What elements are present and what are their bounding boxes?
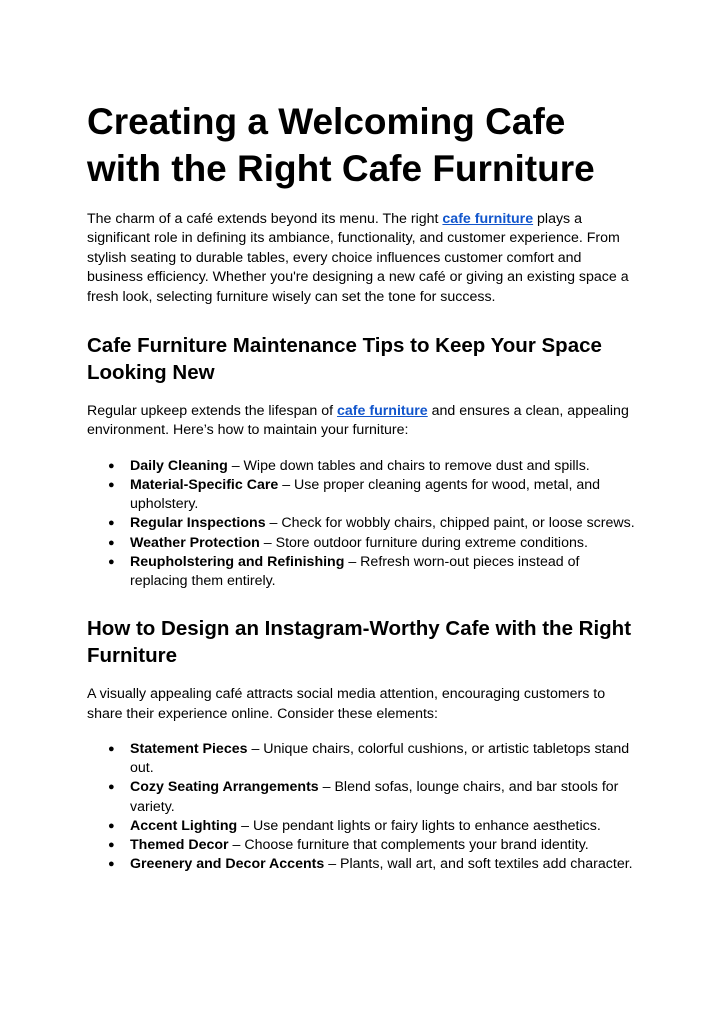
list-item-title: Accent Lighting xyxy=(130,817,238,834)
list-item-text: – Refresh worn-out pieces instead of replacing them entirely. xyxy=(130,553,580,590)
maintenance-intro-before-link: Regular upkeep extends the lifespan of xyxy=(87,403,338,420)
cafe-furniture-link-intro[interactable]: cafe furniture xyxy=(442,211,534,227)
list-item-text: – Use pendant lights or fairy lights to enhance aesthetics. xyxy=(237,817,601,834)
bullet-icon: ● xyxy=(108,517,115,530)
list-item-title: Regular Inspections xyxy=(130,515,266,532)
list-item xyxy=(87,534,637,553)
maintenance-tips-list xyxy=(87,457,637,591)
bullet-icon: ● xyxy=(108,781,115,794)
document-page xyxy=(87,98,637,875)
bullet-icon: ● xyxy=(108,459,115,472)
title-line-1: Creating a Welcoming Cafe xyxy=(87,101,566,142)
bullet-icon: ● xyxy=(108,839,115,852)
list-item-title: Themed Decor xyxy=(130,837,229,854)
bullet-icon: ● xyxy=(108,858,115,871)
bullet-icon: ● xyxy=(108,743,115,756)
list-item-title: Cozy Seating Arrangements xyxy=(130,779,319,796)
section-heading-instagram: How to Design an Instagram-Worthy Cafe with the Right Furniture xyxy=(87,617,632,668)
list-item-title: Greenery and Decor Accents xyxy=(130,856,325,873)
list-item-title: Statement Pieces xyxy=(130,741,248,758)
list-item-title: Daily Cleaning xyxy=(130,457,228,474)
list-item xyxy=(87,740,637,778)
page-title xyxy=(87,98,637,192)
list-item-title: Material-Specific Care xyxy=(130,477,279,494)
list-item-title: Weather Protection xyxy=(130,534,260,551)
list-item xyxy=(87,476,637,514)
list-item-text: – Use proper cleaning agents for wood, metal, and upholstery. xyxy=(130,477,601,513)
list-item xyxy=(87,514,637,533)
list-item-text: – Store outdoor furniture during extreme conditions. xyxy=(259,534,588,551)
intro-paragraph xyxy=(87,210,637,307)
maintenance-intro-after-link: and ensures a clean, appealing environment. Here’s how to maintain your furniture: xyxy=(87,403,629,439)
intro-text-after-link: plays a significant role in defining its ambiance, functionality, and customer experience. From stylish seating to durable tables, every choice influences customer comfort and business efficiency. Whether you're designing a new café or giving an existing space a fresh look, selecting furniture wisely can set the tone for success. xyxy=(87,211,629,305)
section-heading-maintenance: Cafe Furniture Maintenance Tips to Keep Your Space Looking New xyxy=(87,334,602,385)
bullet-icon: ● xyxy=(108,555,115,568)
instagram-elements-list xyxy=(87,740,637,874)
bullet-icon: ● xyxy=(108,536,115,549)
cafe-furniture-link-maintenance[interactable]: cafe furniture xyxy=(337,403,428,420)
list-item-text: – Wipe down tables and chairs to remove dust and spills. xyxy=(227,457,590,474)
list-item xyxy=(87,836,637,855)
list-item-text: – Unique chairs, colorful cushions, or artistic tabletops stand out. xyxy=(130,741,630,777)
title-line-2: with the Right Cafe Furniture xyxy=(87,148,595,189)
list-item xyxy=(87,855,637,874)
bullet-icon: ● xyxy=(108,819,115,832)
maintenance-intro xyxy=(87,402,637,441)
list-item-text: – Choose furniture that complements your brand identity. xyxy=(228,837,589,854)
list-item-text: – Plants, wall art, and soft textiles add character. xyxy=(324,856,633,873)
intro-text-before-link: The charm of a café extends beyond its menu. The right xyxy=(87,211,443,227)
list-item xyxy=(87,778,637,816)
list-item-title: Reupholstering and Refinishing xyxy=(130,553,345,570)
list-item xyxy=(87,817,637,836)
list-item xyxy=(87,457,637,476)
bullet-icon: ● xyxy=(108,479,115,492)
list-item-text: – Check for wobbly chairs, chipped paint, or loose screws. xyxy=(265,515,635,532)
list-item-text: – Blend sofas, lounge chairs, and bar stools for variety. xyxy=(130,779,619,815)
list-item xyxy=(87,553,637,591)
instagram-intro: A visually appealing café attracts social media attention, encouraging customers to share their experience online. Consider these elements: xyxy=(87,686,606,722)
